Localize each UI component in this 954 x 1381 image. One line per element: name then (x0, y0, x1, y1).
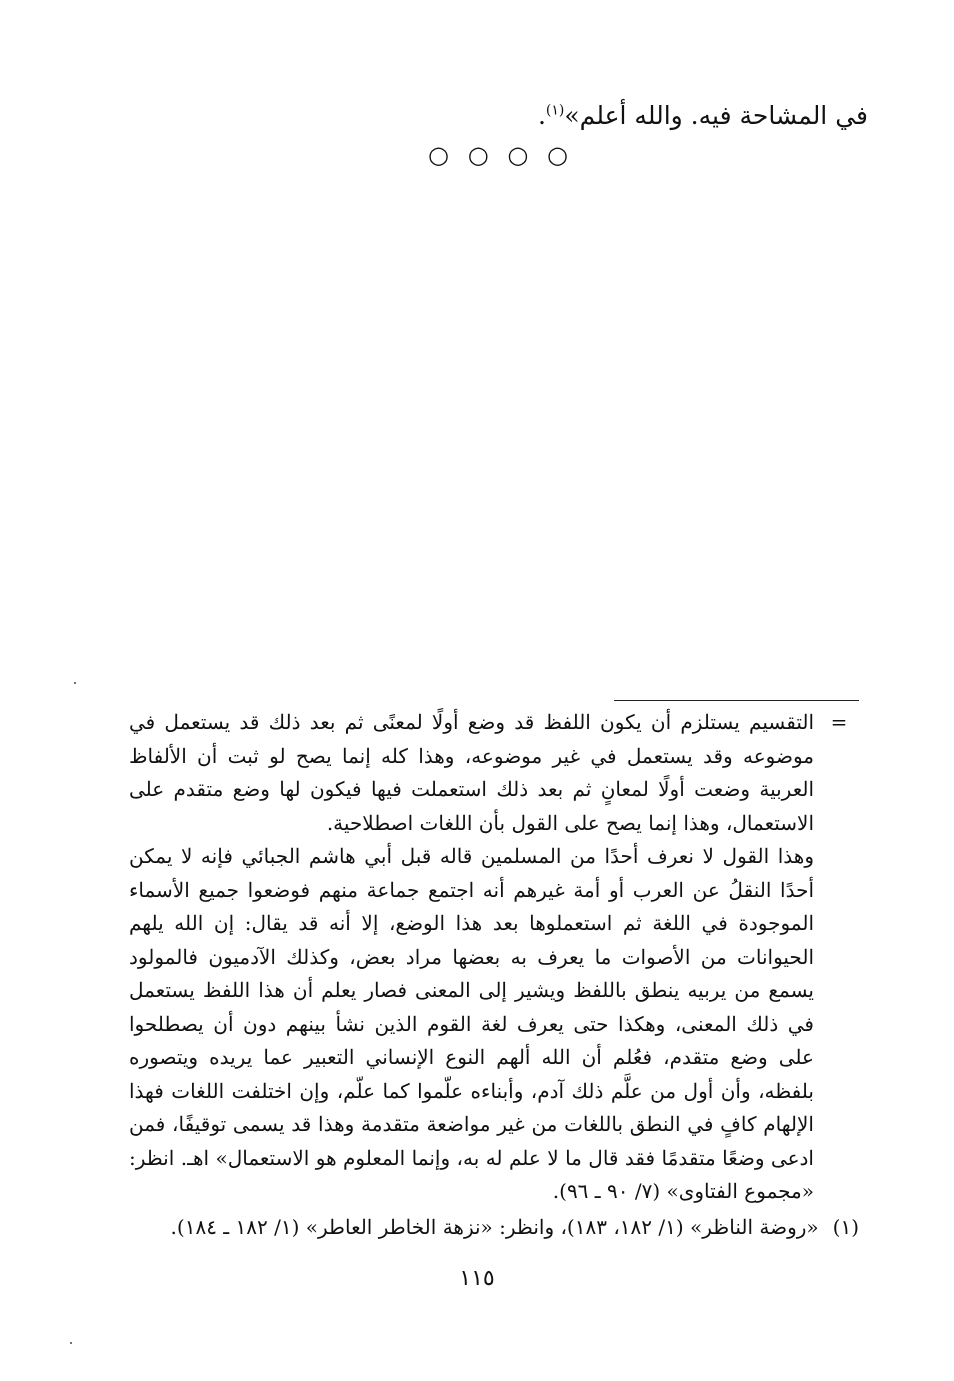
section-separator (428, 140, 568, 170)
main-text-line: في المشاحة فيه. والله أعلم» (564, 101, 868, 130)
footnotes-section (129, 706, 859, 1244)
scan-speck (74, 682, 76, 684)
footnote-text: «روضة الناظر» (١/ ١٨٢، ١٨٣)، وانظر: «نزهة الخاطر العاطر» (١/ ١٨٢ ـ ١٨٤). (170, 1214, 819, 1239)
footnote-continuation (129, 706, 859, 1209)
footnote-paragraph: التقسيم يستلزم أن يكون اللفظ قد وضع أولًا لمعنًى ثم بعد ذلك قد يستعمل في موضوعه وقد يستعمل في غير موضوعه، وهذا كله إنما يصح لو ثبت أن الألفاظ العربية وضعت أولًا لمعانٍ ثم بعد ذلك استعملت فيها فيكون لها وضع متقدم على الاستعمال، وهذا إنما يصح على القول بأن اللغات اصطلاحية. (129, 710, 814, 835)
scan-speck (70, 1342, 72, 1344)
continuation-mark: = (830, 710, 848, 734)
main-text (108, 96, 868, 136)
ornament-circle-icon: ○ (507, 141, 529, 169)
footnote-paragraph: وهذا القول لا نعرف أحدًا من المسلمين قاله قبل أبي هاشم الجبائي فإنه لا يمكن أحدًا النقلُ عن العرب أو أمة غيرهم أنه اجتمع جماعة منهم فوضعوا جميع الأسماء الموجودة في اللغة ثم استعملوها بعد هذا الوضع، إلا أنه قد يقال: إن الله يلهم الحيوانات من الأصوات ما يعرف به بعضها مراد بعض، وكذلك الآدميون فالمولود يسمع من يربيه ينطق باللفظ ويشير إلى المعنى فصار يعلم أن هذا اللفظ يستعمل في ذلك المعنى، وهكذا حتى يعرف لغة القوم الذين نشأ بينهم دون أن يصطلحوا على وضع متقدم، فعُلم أن الله ألهم النوع الإنساني التعبير عما يريده ويتصوره بلفظه، وأن أول من علَّم ذلك آدم، وأبناءه علّموا كما علّم، وإن اختلفت اللغات فهذا الإلهام كافٍ في النطق باللغات من غير مواضعة متقدمة وهذا قد يسمى توقيفًا، فمن ادعى وضعًا متقدمًا فقد قال ما لا علم له به، وإنما المعلوم هو الاستعمال» اهـ. انظر: «مجموع الفتاوى» (٧/ ٩٠ ـ ٩٦). (129, 844, 815, 1203)
ornament-circle-icon: ○ (467, 141, 489, 169)
footnote-number: (١) (832, 1214, 859, 1239)
footnote-divider (614, 700, 859, 701)
page-number: ١١٥ (459, 1266, 495, 1291)
footnote-item (129, 1211, 859, 1245)
ornament-circle-icon: ○ (428, 141, 449, 169)
ornament-circle-icon: ○ (547, 141, 568, 169)
main-text-end: . (537, 101, 546, 130)
footnote-reference: (١) (545, 102, 565, 119)
